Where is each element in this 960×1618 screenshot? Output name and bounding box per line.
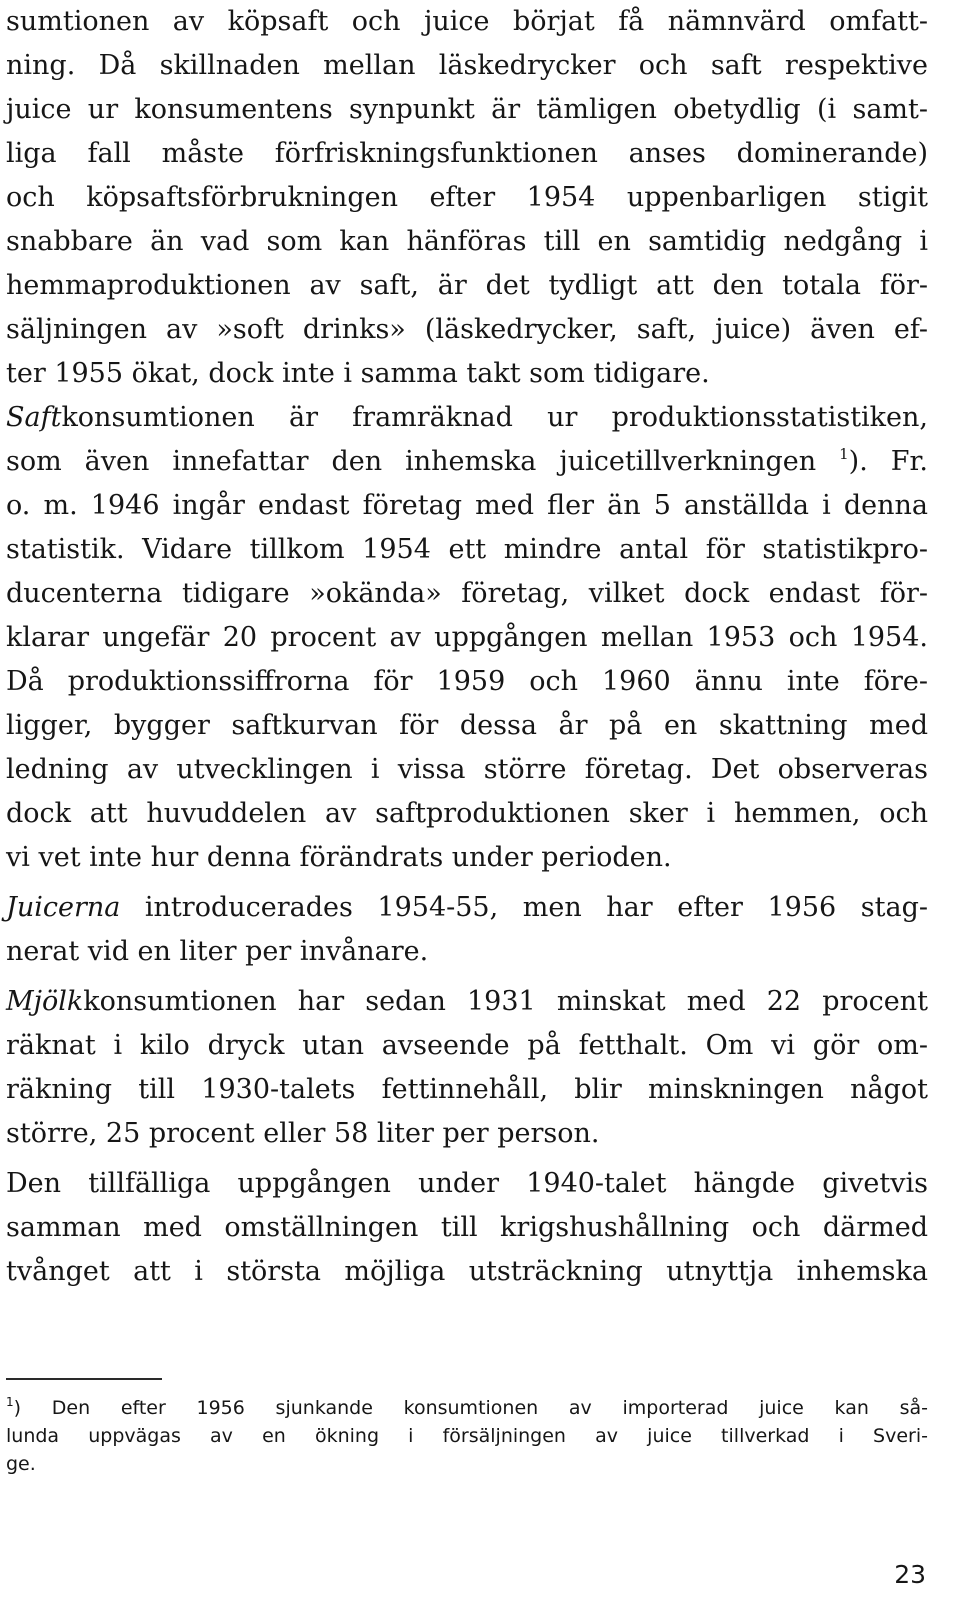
saft-line2-end: ). Fr. (848, 446, 928, 477)
body-line: ledning av utvecklingen i vissa större företag. Det observeras (6, 754, 928, 785)
body-line: klarar ungefär 20 procent av uppgången mellan 1953 och 1954. (6, 622, 928, 653)
body-line: hemmaproduktionen av saft, är det tydligt att den totala för- (6, 270, 928, 301)
body-line: ning. Då skillnaden mellan läskedrycker och saft respektive (6, 50, 928, 81)
body-line: samman med omställningen till krigshushållning och därmed (6, 1212, 928, 1243)
juice-paragraph-first-line (6, 886, 928, 930)
milk-paragraph-first-line (6, 980, 928, 1024)
body-line: vi vet inte hur denna förändrats under perioden. (6, 842, 672, 873)
saft-line2: som även innefattar den inhemska juicetillverkningen (6, 446, 817, 477)
saft-first-rest: konsumtionen är framräknad ur produktionsstatistiken, (61, 402, 928, 433)
body-line: snabbare än vad som kan hänföras till en samtidig nedgång i (6, 226, 928, 257)
body-line: liga fall måste förfriskningsfunktionen anses dominerande) (6, 138, 928, 169)
body-line: räknat i kilo dryck utan avseende på fetthalt. Om vi gör om- (6, 1030, 928, 1061)
footnote-divider (6, 1378, 162, 1380)
footnote-line1: ) Den efter 1956 sjunkande konsumtionen av importerad juice kan så- (13, 1397, 928, 1419)
body-line: Då produktionssiffrorna för 1959 och 1960 ännu inte före- (6, 666, 928, 697)
body-line: ter 1955 ökat, dock inte i samma takt som tidigare. (6, 358, 710, 389)
body-line: nerat vid en liter per invånare. (6, 936, 429, 967)
body-line: och köpsaftsförbrukningen efter 1954 uppenbarligen stigit (6, 182, 928, 213)
footnote-marker: 1 (6, 1395, 14, 1409)
juice-term: Juicerna (6, 892, 121, 923)
body-line: ligger, bygger saftkurvan för dessa år på en skattning med (6, 710, 928, 741)
body-line: säljningen av »soft drinks» (läskedrycker, saft, juice) även ef- (6, 314, 928, 345)
body-line: juice ur konsumentens synpunkt är tämligen obetydlig (i samt- (6, 94, 928, 125)
body-line: sumtionen av köpsaft och juice börjat få nämnvärd omfatt- (6, 6, 928, 37)
body-line: statistik. Vidare tillkom 1954 ett mindre antal för statistikpro- (6, 534, 928, 565)
body-line: o. m. 1946 ingår endast företag med fler än 5 anställda i denna (6, 490, 928, 521)
saft-paragraph-line-with-ref (6, 440, 928, 484)
body-line: dock att huvuddelen av saftproduktionen sker i hemmen, och (6, 798, 928, 829)
juice-first-rest: introducerades 1954-55, men har efter 1956 stag- (120, 892, 928, 923)
footnote-line (6, 1394, 928, 1422)
saft-term: Saft (6, 402, 62, 433)
body-line: större, 25 procent eller 58 liter per person. (6, 1118, 600, 1149)
body-line: räkning till 1930-talets fettinnehåll, blir minskningen något (6, 1074, 928, 1105)
footnote-line: lunda uppvägas av en ökning i försäljningen av juice tillverkad i Sveri- (6, 1425, 928, 1447)
footnote-reference: 1 (839, 445, 849, 463)
milk-term: Mjölk (6, 986, 84, 1017)
saft-paragraph-first-line (6, 396, 928, 440)
footnote-line: ge. (6, 1453, 36, 1475)
page-number: 23 (894, 1560, 926, 1589)
page-body (6, 0, 928, 1294)
body-line: Den tillfälliga uppgången under 1940-talet hängde givetvis (6, 1168, 928, 1199)
body-line: ducenterna tidigare »okända» företag, vilket dock endast för- (6, 578, 928, 609)
milk-first-rest: konsumtionen har sedan 1931 minskat med 22 procent (83, 986, 928, 1017)
body-line: tvånget att i största möjliga utsträckning utnyttja inhemska (6, 1256, 928, 1287)
footnote (6, 1394, 928, 1478)
